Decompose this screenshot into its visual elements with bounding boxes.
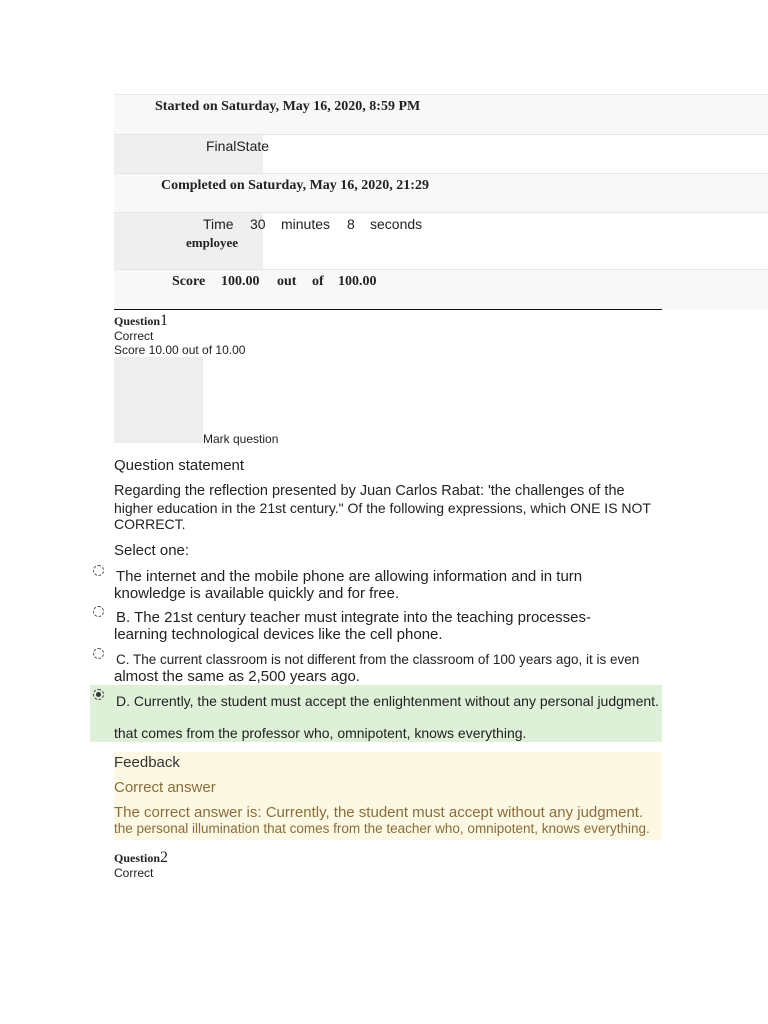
- score-of: of: [312, 274, 324, 289]
- feedback-result: Correct answer: [114, 779, 216, 796]
- answer-option-d[interactable]: [90, 685, 662, 742]
- time-label: Time: [203, 216, 234, 232]
- completed-text: Completed on Saturday, May 16, 2020, 21:29: [161, 178, 429, 193]
- score-out: out: [277, 274, 297, 289]
- question-2-status: Correct: [114, 866, 154, 880]
- question-number: 1: [160, 312, 169, 329]
- time-minutes-unit: minutes: [281, 216, 331, 232]
- score-label: Score: [172, 274, 206, 289]
- score-max: 100.00: [338, 274, 377, 289]
- score-value: 100.00: [221, 274, 260, 289]
- question-1-status: Correct: [114, 329, 154, 343]
- summary-started-row: [114, 94, 768, 135]
- question-text-line-2: higher education in the 21st century." Of the following expressions, which ONE IS NOT: [114, 500, 651, 516]
- option-b-line-1: B. The 21st century teacher must integrate into the teaching processes-: [116, 609, 591, 626]
- question-label: Question: [114, 851, 161, 865]
- option-c-line-1: C. The current classroom is not different from the classroom of 100 years ago, it is even: [116, 652, 640, 667]
- answer-option-a[interactable]: [90, 563, 670, 603]
- started-text: Started on Saturday, May 16, 2020, 8:59 PM: [155, 99, 421, 114]
- radio-button[interactable]: [93, 606, 104, 617]
- option-c-line-2: almost the same as 2,500 years ago.: [114, 668, 360, 685]
- summary-score-row: [114, 269, 768, 310]
- time-seconds-unit: seconds: [370, 216, 423, 232]
- radio-button-selected[interactable]: [93, 689, 104, 700]
- question-1-score: Score 10.00 out of 10.00: [114, 343, 246, 357]
- option-a-line-2: knowledge is available quickly and for free.: [114, 585, 400, 602]
- option-b-line-2: learning technological devices like the cell phone.: [114, 626, 443, 643]
- correct-answer-line-2: the personal illumination that comes from the teacher who, omnipotent, knows everything.: [114, 821, 650, 836]
- option-d-line-2: that comes from the professor who, omnipotent, knows everything.: [114, 725, 527, 741]
- summary-state-row: [114, 134, 768, 174]
- question-2-header: [114, 849, 168, 867]
- radio-dot: [96, 692, 101, 697]
- answer-option-c[interactable]: [90, 646, 670, 686]
- flag-box: [114, 357, 203, 443]
- time-seconds-value: 8: [347, 216, 355, 232]
- question-statement-heading: Question statement: [114, 457, 245, 474]
- option-d-line-1: D. Currently, the student must accept the enlightenment without any personal judgment.: [116, 693, 659, 709]
- mark-question-link[interactable]: Mark question: [203, 432, 279, 446]
- question-text-line-1: Regarding the reflection presented by Juan Carlos Rabat: 'the challenges of the: [114, 483, 625, 499]
- question-text-line-3: CORRECT.: [114, 516, 186, 532]
- divider-line: [114, 309, 662, 310]
- state-text: FinalState: [206, 138, 270, 154]
- question-1-header: [114, 312, 168, 330]
- answer-option-b[interactable]: [90, 604, 670, 644]
- question-number: 2: [160, 849, 169, 866]
- question-label: Question: [114, 314, 161, 328]
- radio-button[interactable]: [93, 565, 104, 576]
- summary-completed-row: [114, 173, 768, 213]
- time-employee: employee: [186, 235, 238, 250]
- summary-time-row: [114, 212, 768, 270]
- option-a-line-1: The internet and the mobile phone are allowing information and in turn: [116, 568, 583, 585]
- correct-answer-line-1: The correct answer is: Currently, the student must accept without any judgment.: [114, 804, 644, 821]
- time-minutes-value: 30: [250, 216, 266, 232]
- radio-button[interactable]: [93, 648, 104, 659]
- feedback-heading: Feedback: [114, 754, 180, 771]
- select-one-label: Select one:: [114, 542, 190, 559]
